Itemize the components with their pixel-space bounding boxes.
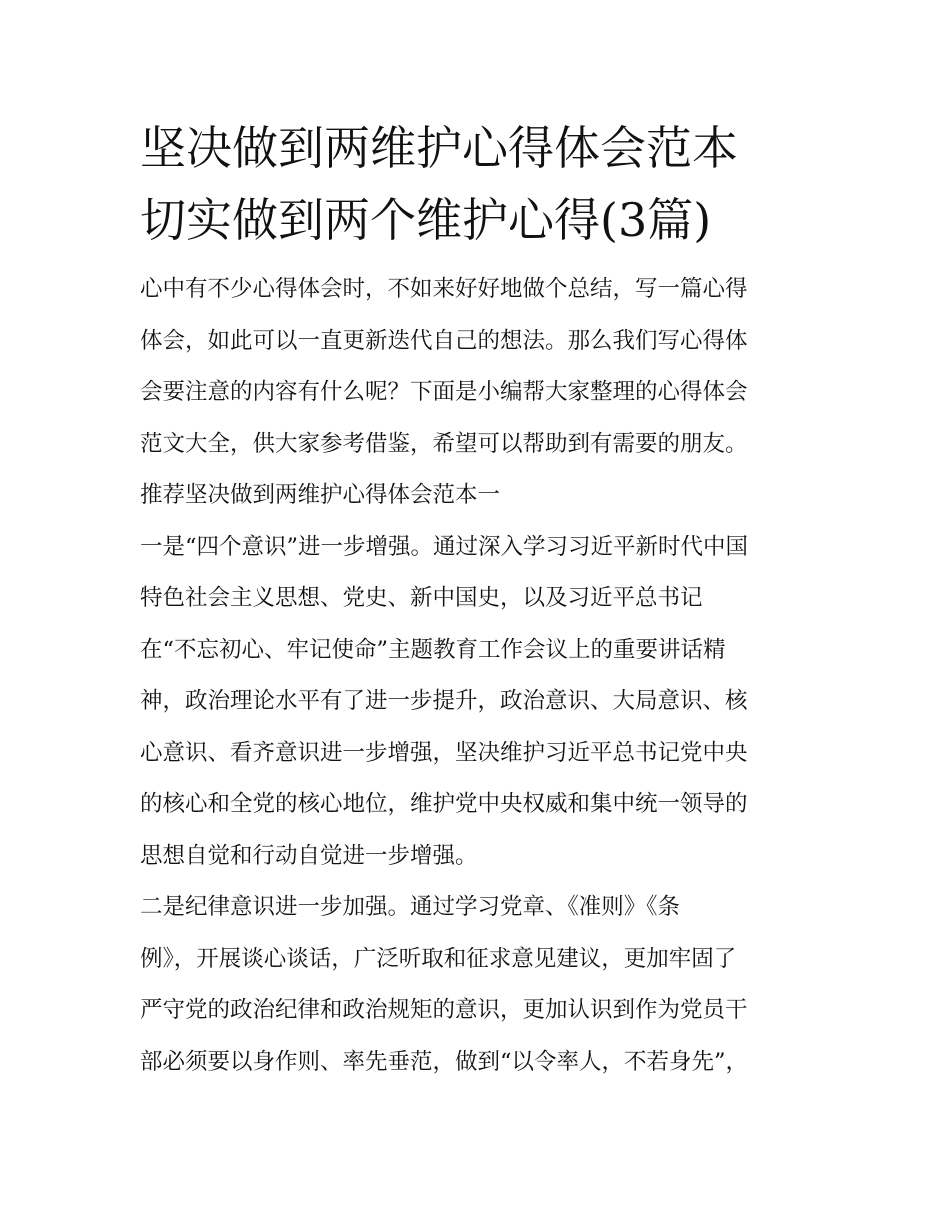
document-content: [140, 112, 815, 1088]
text-line: 神，政治理论水平有了进一步提升，政治意识、大局意识、核: [140, 688, 748, 714]
title-line-1: 坚决做到两维护心得体会范本: [140, 121, 738, 175]
text-line: 思想自觉和行动自觉进一步增强。: [140, 842, 478, 869]
text-line: 特色社会主义思想、党史、新中国史，以及习近平总书记: [140, 585, 703, 611]
title-line-2: 切实做到两个维护心得(3篇): [140, 193, 712, 247]
text-line: 二是纪律意识进一步加强。通过学习党章、《准则》《条: [140, 894, 681, 920]
text-line: 心意识、看齐意识进一步增强，坚决维护习近平总书记党中央: [140, 739, 748, 766]
paragraph-intro: [140, 264, 815, 470]
text-line: 例》，开展谈心谈话，广泛听取和征求意见建议，更加牢固了: [140, 945, 737, 972]
text-line: 会要注意的内容有什么呢？下面是小编帮大家整理的心得体会: [140, 379, 748, 405]
document-title: [140, 112, 815, 256]
text-line: 心中有不少心得体会时，不如来好好地做个总结，写一篇心得: [140, 276, 748, 302]
paragraph-point-one: [140, 522, 815, 883]
text-line: 体会，如此可以一直更新迭代自己的想法。那么我们写心得体: [140, 327, 748, 354]
text-line: 推荐坚决做到两维护心得体会范本一: [140, 482, 501, 508]
text-line: 在“不忘初心、牢记使命”主题教育工作会议上的重要讲话精: [140, 636, 726, 663]
text-line: 部必须要以身作则、率先垂范，做到“以令率人，不若身先”，: [140, 1048, 749, 1075]
paragraph-point-two: [140, 882, 815, 1088]
text-line: 的核心和全党的核心地位，维护党中央权威和集中统一领导的: [140, 791, 748, 817]
text-line: 严守党的政治纪律和政治规矩的意识，更加认识到作为党员干: [140, 997, 748, 1023]
text-line: 一是“四个意识”进一步增强。通过深入学习习近平新时代中国: [140, 533, 749, 560]
section-heading: [140, 470, 815, 522]
text-line: 范文大全，供大家参考借鉴，希望可以帮助到有需要的朋友。: [140, 430, 748, 457]
document-body: [140, 264, 815, 1088]
